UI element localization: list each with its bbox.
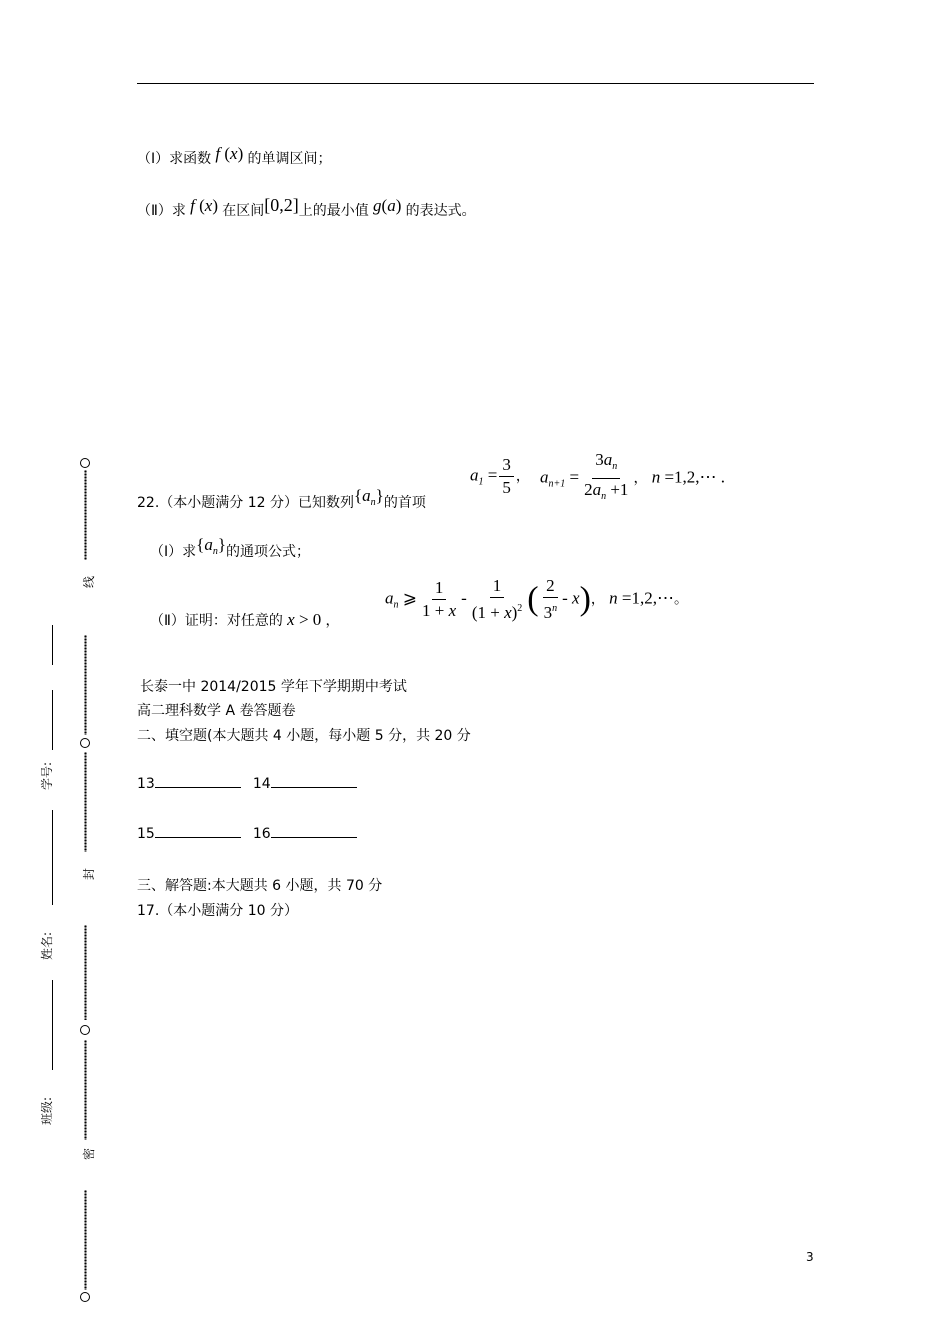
banji-input-line[interactable] [52, 980, 53, 1070]
seal-circle-3 [80, 1025, 90, 1035]
q22-part2-text: （Ⅱ）证明：对任意的 x > 0 ， [150, 610, 340, 629]
xuehao-line-top [52, 625, 53, 665]
seal-dots-5 [84, 1040, 87, 1140]
q22-intro-text: 22.（本小题满分 12 分）已知数列$\{a_n\}$的首项 [137, 486, 426, 511]
paper-title: 高二理科数学 A 卷答题卷 [137, 703, 296, 719]
q21-part1: （Ⅰ）求函数 f (x) 的单调区间； [137, 144, 332, 167]
seal-label-mi: 密 [82, 1147, 96, 1160]
blank-13-line[interactable] [155, 775, 241, 788]
label-banji: 班级: [40, 1096, 54, 1125]
xingming-input-line[interactable] [52, 810, 53, 905]
seal-circle-1 [80, 458, 90, 468]
blank-16-line[interactable] [271, 825, 357, 838]
section-solutions-heading: 三、解答题:本大题共 6 小题，共 70 分 [137, 878, 383, 894]
q21-part2: （Ⅱ）求 f (x) 在区间[0,2]上的最小值 g(a) 的表达式。 [137, 195, 476, 219]
seal-circle-2 [80, 738, 90, 748]
label-xingming: 姓名: [40, 931, 54, 960]
q17-heading: 17.（本小题满分 10 分） [137, 903, 298, 919]
blank-row-15-16: 15 16 [137, 825, 369, 842]
blank-14-line[interactable] [271, 775, 357, 788]
seal-label-xian: 线 [82, 575, 96, 588]
q22-a1-formula: $a_1$ = $\frac{3}{5}$ ， [470, 455, 530, 497]
q22-recurrence-formula: $a_{n+1}$ = $\frac{3a_n}{2a_n +1}$ ， n =1,2,⋯ . [540, 450, 726, 502]
section-fill-blank-heading: 二、填空题(本大题共 4 小题，每小题 5 分，共 20 分 [137, 728, 471, 744]
school-exam-title: 长泰一中 2014/2015 学年下学期期中考试 [140, 679, 407, 695]
label-xuehao: 学号: [40, 761, 54, 790]
blank-row-13-14: 13 14 [137, 775, 369, 792]
q22-part1: （Ⅰ）求$\{a_n\}$的通项公式； [150, 535, 310, 560]
seal-dots-3 [84, 752, 87, 852]
seal-dots-6 [84, 1190, 87, 1290]
seal-dots-2 [84, 635, 87, 735]
q22-inequality-formula: $a_n$ ⩾ $\frac{1}{1 + x}$ - $\frac{1}{(1 + x)^2}$ ( $\frac{2}{3^n}$ - x)， n =1,2,⋯。 [385, 576, 688, 622]
header-rule [137, 83, 814, 84]
page-number: 3 [806, 1250, 814, 1264]
blank-15-line[interactable] [155, 825, 241, 838]
seal-label-feng: 封 [82, 867, 96, 880]
xuehao-line-upper[interactable] [52, 690, 53, 750]
seal-dots-4 [84, 925, 87, 1020]
seal-dots-1 [84, 470, 87, 560]
seal-circle-4 [80, 1292, 90, 1302]
